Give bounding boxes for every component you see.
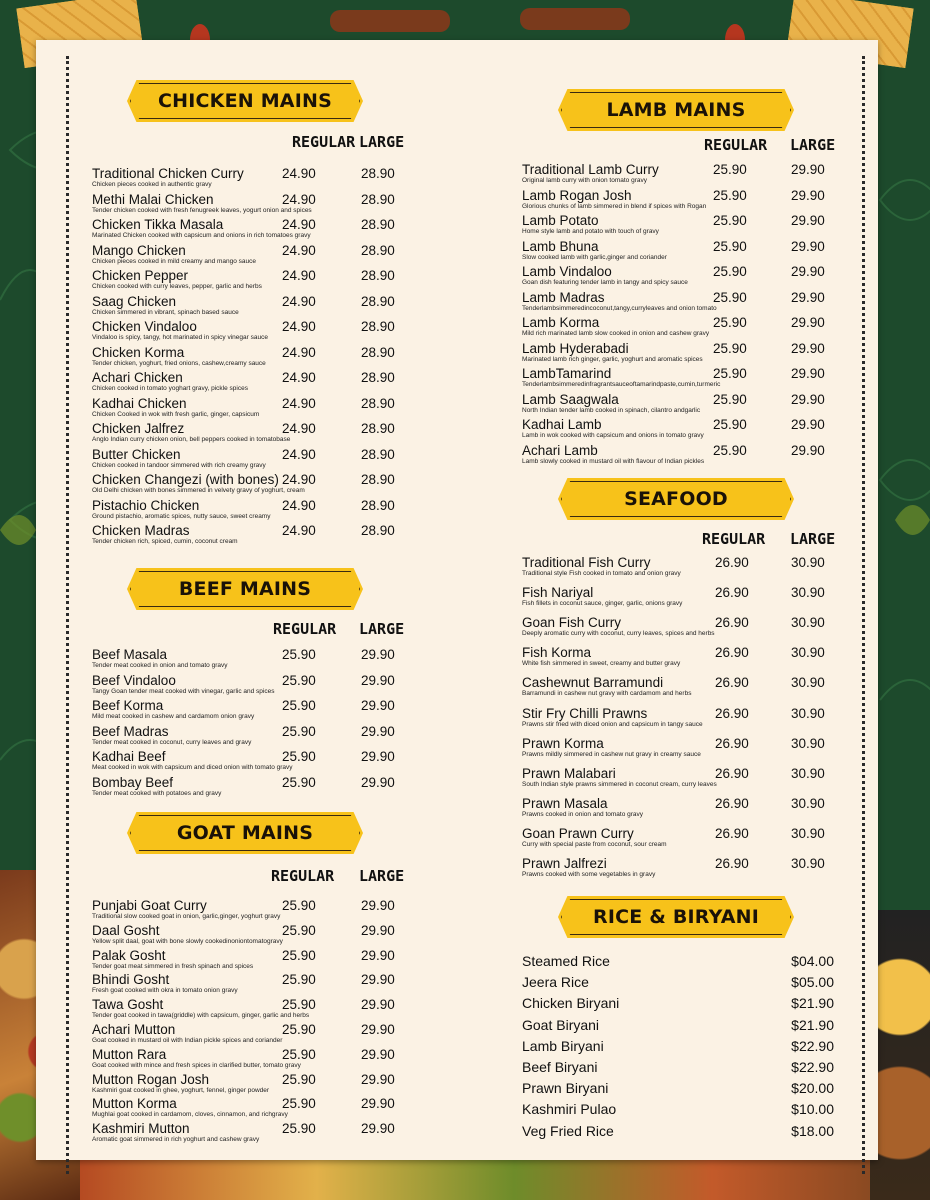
item-description: Tender goat cooked in tawa(griddle) with capsicum, ginger, garlic and herbs	[92, 1012, 310, 1020]
price-large: 29.90	[361, 698, 395, 713]
price-regular: 26.90	[715, 765, 749, 781]
price-large: 28.90	[361, 395, 395, 411]
price-large: 29.90	[361, 647, 395, 662]
item-name: Methi Malai Chicken	[92, 191, 214, 207]
item-name: Fish Korma	[522, 645, 592, 661]
price-regular: 25.90	[282, 749, 316, 764]
item-description: Vindaloo is spicy, tangy, hot marinated in spicy vinegar sauce	[92, 334, 268, 341]
item-description: Tender chicken rich, spiced, cumin, coconut cream	[92, 538, 238, 545]
price-large: 29.90	[361, 947, 395, 963]
item-name: Achari Mutton	[92, 1022, 176, 1037]
price-regular: 24.90	[282, 446, 316, 462]
price-large: 28.90	[361, 166, 395, 181]
item-name: Chicken Vindaloo	[92, 319, 197, 334]
price-regular: 25.90	[282, 774, 316, 790]
price-large: 29.90	[791, 264, 825, 279]
price-regular: 26.90	[715, 735, 749, 751]
item-description: North Indian tender lamb cooked in spinach, cilantro andgarlic	[522, 406, 701, 414]
price-large: 29.90	[361, 1071, 395, 1087]
item-description: Prawns stir fried with diced onion and capsicum in tangy sauce	[522, 720, 703, 728]
item-name: Traditional Lamb Curry	[522, 162, 659, 177]
item-name: Butter Chicken	[92, 446, 181, 462]
item-description: Meat cooked in wok with capsicum and diced onion with tomato gravy	[92, 764, 293, 771]
item-name: Beef Biryani	[522, 1059, 598, 1075]
item-description: Anglo Indian curry chicken onion, bell peppers cooked in tomatobase	[92, 436, 291, 443]
price-large: 28.90	[361, 217, 395, 232]
item-name: LambTamarind	[522, 366, 612, 381]
item-name: Beef Madras	[92, 723, 169, 739]
burger-fries-photo	[870, 910, 930, 1200]
price-regular: 24.90	[282, 166, 316, 181]
price-large: 29.90	[361, 774, 395, 790]
price-large: 29.90	[791, 315, 825, 330]
price-regular: 25.90	[713, 289, 747, 305]
price-regular: 24.90	[282, 268, 316, 283]
price-large: 28.90	[361, 446, 395, 462]
item-price: $10.00	[791, 1101, 834, 1118]
item-name: Beef Vindaloo	[92, 672, 176, 688]
item-description: Tender chicken cooked with fresh fenugreek leaves, yogurt onion and spices	[92, 206, 312, 214]
item-name: Chicken Biryani	[522, 995, 620, 1012]
item-name: Kadhai Lamb	[522, 417, 602, 432]
price-regular: 24.90	[282, 395, 316, 411]
price-large: 28.90	[361, 523, 395, 538]
price-large: 28.90	[361, 242, 395, 258]
price-regular: 25.90	[713, 264, 747, 279]
item-name: Lamb Saagwala	[522, 391, 619, 407]
item-description: Barramundi in cashew nut gravy with cardamom and herbs	[522, 690, 692, 698]
item-description: Marinated lamb rich ginger, garlic, yoghurt and aromatic spices	[522, 355, 703, 363]
price-large: 29.90	[791, 187, 825, 203]
price-large: 28.90	[361, 497, 395, 513]
item-description: Yellow split daal, goat with bone slowly cookedinoniontomatogravy	[92, 937, 283, 945]
price-large: 30.90	[791, 795, 825, 811]
item-description: Goat cooked in mustard oil with Indian pickle spices and coriander	[92, 1037, 283, 1044]
large-column-header: LARGE	[790, 136, 836, 154]
item-name: Lamb Madras	[522, 289, 605, 305]
price-large: 29.90	[791, 366, 825, 381]
price-regular: 26.90	[715, 615, 749, 631]
price-large: 30.90	[791, 765, 825, 781]
price-regular: 25.90	[282, 972, 316, 988]
item-name: Jeera Rice	[522, 974, 589, 991]
item-description: Traditional slow cooked goat in onion, garlic,ginger, yoghurt gravy	[92, 913, 281, 920]
item-price: $18.00	[791, 1122, 834, 1139]
item-description: Prawns cooked with some vegetables in gravy	[522, 871, 656, 878]
item-price: $05.00	[791, 974, 834, 991]
item-name: Daal Gosht	[92, 922, 160, 938]
item-name: Palak Gosht	[92, 947, 166, 963]
item-description: Home style lamb and potato with touch of gravy	[522, 228, 659, 235]
item-name: Achari Chicken	[92, 370, 183, 385]
price-regular: 25.90	[282, 947, 316, 963]
price-regular: 24.90	[282, 217, 316, 232]
price-large: 30.90	[791, 675, 825, 691]
price-large: 30.90	[791, 825, 825, 841]
item-description: Chicken simmered in vibrant, spinach based sauce	[92, 308, 239, 316]
price-regular: 24.90	[282, 344, 316, 360]
item-name: Prawn Masala	[522, 795, 608, 811]
price-large: 30.90	[791, 856, 825, 871]
item-description: Aromatic goat simmered in rich yoghurt and cashew gravy	[92, 1136, 260, 1144]
price-regular: 25.90	[713, 162, 747, 177]
item-name: Chicken Changezi (with bones)	[92, 472, 279, 487]
item-name: Bombay Beef	[92, 774, 174, 790]
large-column-header: LARGE	[359, 133, 405, 151]
item-name: Saag Chicken	[92, 293, 177, 309]
item-name: Kadhai Chicken	[92, 395, 187, 411]
section-title: BEEF MAINS	[178, 578, 312, 600]
item-name: Goan Prawn Curry	[522, 825, 634, 841]
price-large: 30.90	[791, 555, 825, 570]
price-large: 30.90	[791, 585, 825, 601]
price-regular: 25.90	[713, 340, 747, 356]
price-large: 29.90	[361, 672, 395, 688]
large-column-header: LARGE	[790, 530, 836, 548]
section-banner-seafood	[558, 478, 794, 520]
item-description: Tenderlambsimmeredinfragrantsauceoftamarindpaste,cumin,turmeric	[522, 381, 721, 388]
price-regular: 25.90	[282, 1096, 316, 1112]
dotted-border-left	[66, 56, 69, 1174]
item-description: Chicken pieces cooked in mild creamy and mango sauce	[92, 257, 257, 265]
price-large: 28.90	[361, 370, 395, 385]
item-description: Tender goat meat simmered in fresh spinach and spices	[92, 962, 254, 970]
item-name: Lamb Biryani	[522, 1037, 604, 1054]
item-description: Mughlai goat cooked in cardamom, cloves, cinnamon, and richgravy	[92, 1111, 288, 1119]
item-name: Pistachio Chicken	[92, 497, 200, 513]
item-name: Bhindi Gosht	[92, 972, 170, 988]
price-large: 28.90	[361, 319, 395, 334]
item-name: Mutton Rara	[92, 1046, 167, 1062]
item-name: Chicken Jalfrez	[92, 421, 185, 436]
item-price: $21.90	[791, 995, 834, 1012]
regular-column-header: REGULAR	[292, 133, 356, 151]
item-name: Chicken Tikka Masala	[92, 217, 224, 232]
item-name: Prawn Biryani	[522, 1080, 609, 1097]
item-name: Stir Fry Chilli Prawns	[522, 705, 648, 721]
price-regular: 25.90	[282, 1046, 316, 1062]
item-name: Prawn Korma	[522, 735, 604, 751]
item-name: Lamb Korma	[522, 315, 600, 330]
item-name: Veg Fried Rice	[522, 1122, 614, 1139]
price-regular: 24.90	[282, 242, 316, 258]
item-description: Lamb slowly cooked in mustard oil with flavour of Indian pickles	[522, 457, 705, 465]
item-name: Goan Fish Curry	[522, 615, 622, 631]
price-large: 29.90	[791, 340, 825, 356]
item-description: Tangy Goan tender meat cooked with vinegar, garlic and spices	[92, 687, 275, 695]
price-regular: 25.90	[282, 723, 316, 739]
item-description: Tender meat cooked in onion and tomato gravy	[92, 662, 228, 669]
item-description: Chicken pieces cooked in authentic gravy	[92, 181, 212, 188]
price-regular: 24.90	[282, 191, 316, 207]
item-name: Punjabi Goat Curry	[92, 898, 207, 913]
price-regular: 25.90	[713, 213, 747, 228]
item-name: Beef Korma	[92, 698, 164, 713]
item-description: Slow cooked lamb with garlic,ginger and coriander	[522, 253, 667, 261]
price-regular: 25.90	[713, 417, 747, 432]
section-banner-lamb	[558, 89, 794, 131]
section-banner-chicken	[127, 80, 363, 122]
price-regular: 25.90	[282, 1121, 316, 1137]
large-column-header: LARGE	[359, 620, 405, 638]
price-large: 29.90	[361, 922, 395, 938]
price-large: 29.90	[361, 898, 395, 913]
price-large: 29.90	[361, 749, 395, 764]
price-regular: 25.90	[282, 672, 316, 688]
item-description: Original lamb curry with onion tomato gravy	[522, 177, 647, 184]
item-description: Tender meat cooked in coconut, curry leaves and gravy	[92, 738, 252, 746]
price-regular: 24.90	[282, 472, 316, 487]
item-description: White fish simmered in sweet, creamy and butter gravy	[522, 660, 681, 668]
regular-column-header: REGULAR	[273, 620, 337, 638]
item-description: Goat cooked with mince and fresh spices in clarified butter, tomato gravy	[92, 1061, 301, 1069]
price-regular: 25.90	[282, 698, 316, 713]
item-name: Cashewnut Barramundi	[522, 675, 664, 691]
price-regular: 25.90	[282, 1071, 316, 1087]
item-description: Chicken Cooked in wok with fresh garlic, ginger, capsicum	[92, 410, 260, 418]
item-name: Tawa Gosht	[92, 997, 164, 1013]
item-description: Traditional style Fish cooked in tomato and onion gravy	[522, 570, 681, 577]
price-large: 29.90	[791, 289, 825, 305]
price-regular: 25.90	[713, 442, 747, 458]
dotted-border-right	[862, 56, 865, 1174]
item-name: Lamb Potato	[522, 213, 599, 228]
item-name: Chicken Korma	[92, 344, 185, 360]
item-description: South Indian style prawns simmered in coconut cream, curry leaves	[522, 780, 717, 788]
item-description: Tender meat cooked with potatoes and gravy	[92, 789, 222, 797]
section-banner-goat	[127, 812, 363, 854]
item-name: Chicken Madras	[92, 523, 190, 538]
price-regular: 24.90	[282, 421, 316, 436]
price-regular: 24.90	[282, 319, 316, 334]
item-name: Prawn Jalfrezi	[522, 856, 607, 871]
item-name: Achari Lamb	[522, 442, 598, 458]
item-name: Lamb Bhuna	[522, 238, 599, 254]
item-description: Tenderlambsimmeredincoconut,tangy,curryleaves and onion tomato	[522, 304, 717, 312]
price-large: 29.90	[361, 723, 395, 739]
price-regular: 24.90	[282, 370, 316, 385]
item-description: Curry with special paste from coconut, sour cream	[522, 840, 667, 848]
price-large: 29.90	[791, 391, 825, 407]
item-name: Chicken Pepper	[92, 268, 189, 283]
price-large: 29.90	[791, 442, 825, 458]
section-title: SEAFOOD	[624, 488, 728, 510]
price-large: 28.90	[361, 191, 395, 207]
price-large: 28.90	[361, 344, 395, 360]
price-regular: 25.90	[713, 315, 747, 330]
price-large: 29.90	[361, 1096, 395, 1112]
price-regular: 26.90	[715, 585, 749, 601]
item-description: Chicken cooked in tandoor simmered with rich creamy gravy	[92, 461, 266, 469]
item-name: Steamed Rice	[522, 953, 610, 969]
item-name: Lamb Hyderabadi	[522, 340, 629, 356]
item-name: Lamb Rogan Josh	[522, 187, 632, 203]
price-large: 29.90	[791, 162, 825, 177]
item-description: Prawns mildly simmered in cashew nut gravy in creamy sauce	[522, 750, 701, 758]
item-description: Ground pistachio, aromatic spices, nutty sauce, sweet creamy	[92, 512, 271, 520]
price-large: 29.90	[361, 1121, 395, 1137]
item-name: Traditional Chicken Curry	[92, 166, 244, 181]
item-description: Fresh goat cooked with okra in tomato onion gravy	[92, 987, 238, 995]
section-title: GOAT MAINS	[176, 822, 314, 844]
price-regular: 25.90	[713, 187, 747, 203]
price-regular: 25.90	[282, 898, 316, 913]
price-regular: 24.90	[282, 523, 316, 538]
item-description: Fish fillets in coconut sauce, ginger, garlic, onions gravy	[522, 600, 683, 608]
price-regular: 26.90	[715, 795, 749, 811]
price-regular: 25.90	[282, 647, 316, 662]
item-description: Chicken cooked in tomato yoghart gravy, pickle spices	[92, 385, 248, 392]
price-large: 29.90	[791, 238, 825, 254]
price-large: 30.90	[791, 615, 825, 631]
price-large: 28.90	[361, 293, 395, 309]
item-description: Mild rich marinated lamb slow cooked in onion and cashew gravy	[522, 330, 710, 337]
section-title: RICE & BIRYANI	[593, 906, 759, 928]
item-description: Deeply aromatic curry with coconut, curry leaves, spices and herbs	[522, 630, 715, 638]
item-description: Prawns cooked in onion and tomato gravy	[522, 810, 644, 818]
price-regular: 26.90	[715, 645, 749, 661]
item-description: Marinated Chicken cooked with capsicum and onions in rich tomatoes gravy	[92, 232, 311, 239]
item-description: Lamb in wok cooked with capsicum and onions in tomato gravy	[522, 432, 704, 439]
price-large: 28.90	[361, 472, 395, 487]
item-description: Old Delhi chicken with bones simmered in velvety gravy of yoghurt, cream	[92, 487, 305, 494]
item-name: Goat Biryani	[522, 1016, 600, 1033]
item-name: Lamb Vindaloo	[522, 264, 612, 279]
price-large: 28.90	[361, 268, 395, 283]
item-name: Mutton Rogan Josh	[92, 1071, 210, 1087]
price-regular: 25.90	[713, 238, 747, 254]
item-description: Mild meat cooked in cashew and cardamom onion gravy	[92, 713, 255, 720]
price-regular: 26.90	[715, 825, 749, 841]
price-large: 29.90	[361, 1046, 395, 1062]
large-column-header: LARGE	[359, 867, 405, 885]
regular-column-header: REGULAR	[704, 136, 768, 154]
price-large: 30.90	[791, 705, 825, 721]
price-large: 30.90	[791, 735, 825, 751]
price-large: 29.90	[791, 417, 825, 432]
price-regular: 24.90	[282, 497, 316, 513]
section-title: CHICKEN MAINS	[158, 90, 332, 112]
price-large: 29.90	[791, 213, 825, 228]
item-description: Kashmiri goat cooked in ghee, yoghurt, fennel, ginger powder	[92, 1086, 270, 1094]
price-regular: 26.90	[715, 555, 749, 570]
item-price: $22.90	[791, 1059, 834, 1075]
price-regular: 26.90	[715, 705, 749, 721]
section-banner-rice	[558, 896, 794, 938]
item-name: Kashmiri Mutton	[92, 1121, 190, 1137]
item-description: Glorious chunks of lamb simmered in blend if spices with Rogan	[522, 202, 707, 210]
price-regular: 26.90	[715, 675, 749, 691]
price-regular: 25.90	[282, 997, 316, 1013]
section-title: LAMB MAINS	[606, 99, 746, 121]
item-name: Kashmiri Pulao	[522, 1101, 617, 1118]
regular-column-header: REGULAR	[702, 530, 766, 548]
item-description: Chicken cooked with curry leaves, pepper, garlic and herbs	[92, 283, 262, 290]
price-large: 29.90	[361, 997, 395, 1013]
item-name: Kadhai Beef	[92, 749, 166, 764]
regular-column-header: REGULAR	[271, 867, 335, 885]
price-regular: 25.90	[282, 922, 316, 938]
price-regular: 25.90	[282, 1022, 316, 1037]
price-large: 30.90	[791, 645, 825, 661]
item-name: Traditional Fish Curry	[522, 555, 651, 570]
item-name: Mutton Korma	[92, 1096, 177, 1112]
price-regular: 25.90	[713, 391, 747, 407]
item-description: Tender chicken, yoghurt, fried onions, cashew,creamy sauce	[92, 359, 266, 367]
item-description: Goan dish featuring tender lamb in tangy and spicy sauce	[522, 279, 688, 286]
price-large: 29.90	[361, 1022, 395, 1037]
item-price: $20.00	[791, 1080, 834, 1097]
price-regular: 25.90	[713, 366, 747, 381]
item-price: $22.90	[791, 1037, 834, 1054]
section-banner-beef	[127, 568, 363, 610]
price-large: 28.90	[361, 421, 395, 436]
price-large: 29.90	[361, 972, 395, 988]
item-name: Fish Nariyal	[522, 585, 594, 601]
item-price: $21.90	[791, 1016, 834, 1033]
price-regular: 26.90	[715, 856, 749, 871]
item-name: Beef Masala	[92, 647, 168, 662]
price-regular: 24.90	[282, 293, 316, 309]
item-name: Mango Chicken	[92, 242, 186, 258]
item-price: $04.00	[791, 953, 834, 969]
item-name: Prawn Malabari	[522, 765, 616, 781]
